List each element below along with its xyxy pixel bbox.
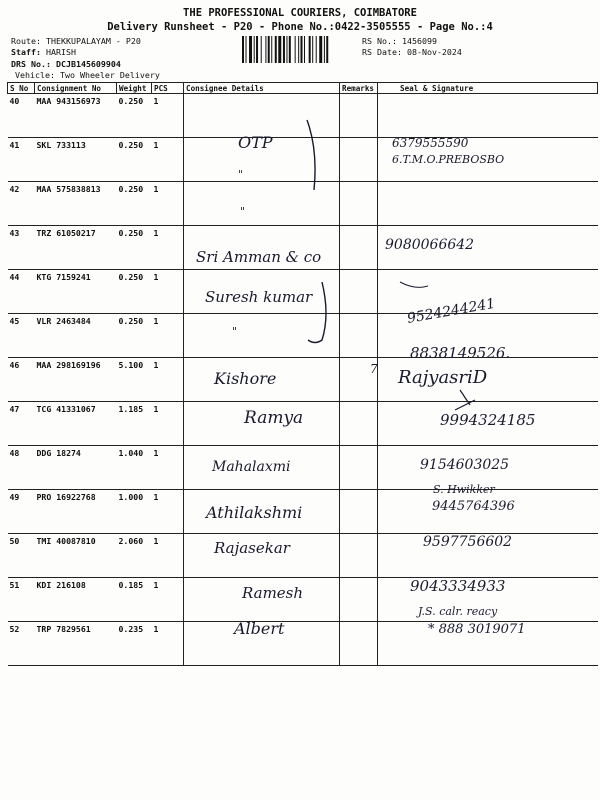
runsheet-subtitle: Delivery Runsheet - P20 - Phone No.:0422-3505555 - Page No.:4 [107,21,493,33]
row-sno: 51 [8,578,35,622]
barcode [242,36,354,63]
row-sno: 41 [8,138,35,182]
row-weight: 0.250 [117,314,152,358]
row-weight: 0.250 [117,270,152,314]
drs-line [11,59,121,69]
col-consignee: Consignee Details [184,83,340,94]
row-seal-signature [378,182,598,226]
row-pcs: 1 [152,534,184,578]
row-seal-signature [378,402,598,446]
col-consignment: Consignment No [35,83,117,94]
col-remarks: Remarks [340,83,378,94]
row-remarks [340,622,378,666]
hw-seal-49-sign: S. Hwikker [433,483,495,496]
row-remarks [340,314,378,358]
table-header [8,83,598,94]
barcode-bar [324,36,325,63]
row-pcs: 1 [152,490,184,534]
barcode-bar [265,36,266,63]
table-row [8,270,598,314]
row-weight: 0.185 [117,578,152,622]
row-consignee-details [184,402,340,446]
row-sno: 52 [8,622,35,666]
rs-no-value: 1456099 [401,36,437,46]
row-remarks [340,402,378,446]
table-row [8,138,598,182]
hw-consignee-50: Rajasekar [214,539,290,557]
row-sno: 43 [8,226,35,270]
row-sno: 42 [8,182,35,226]
table-row [8,446,598,490]
row-seal-signature [378,270,598,314]
table-row [8,314,598,358]
barcode-bar [249,36,252,63]
row-pcs: 1 [152,182,184,226]
barcode-bar [246,36,247,63]
row-weight: 0.250 [117,182,152,226]
barcode-bar [301,36,303,63]
row-consignee-details [184,314,340,358]
row-consignment-no: SKL 733113 [35,138,117,182]
row-consignee-details [184,226,340,270]
row-seal-signature [378,358,598,402]
row-seal-signature [378,138,598,182]
barcode-bar [268,36,270,63]
hw-consignee-44: Suresh kumar [205,288,313,306]
row-weight: 2.060 [117,534,152,578]
col-sno: S No [8,83,35,94]
row-consignee-details [184,138,340,182]
row-sno: 46 [8,358,35,402]
table-row [8,94,598,138]
row-remarks [340,534,378,578]
staff-value: HARISH [45,47,76,57]
row-remarks [340,182,378,226]
barcode-bar [278,36,281,63]
hw-consignee-48: Mahalaxmi [212,459,291,475]
staff-line [11,47,76,57]
row-consignee-details [184,578,340,622]
rs-no-label: RS No.: [362,36,397,46]
runsheet-table [7,82,598,666]
vehicle-value: Two Wheeler Delivery [59,70,160,80]
hw-consignee-49: Athilakshmi [206,503,303,522]
row-pcs: 1 [152,622,184,666]
hw-seal-41-note: 6.T.M.O.PREBOSBO [392,153,505,166]
row-pcs: 1 [152,402,184,446]
col-pcs: PCS [152,83,184,94]
row-seal-signature [378,226,598,270]
barcode-bar [316,36,317,63]
row-consignment-no: TMI 40087810 [35,534,117,578]
barcode-bar [242,36,244,63]
row-weight: 1.040 [117,446,152,490]
barcode-bar [309,36,311,63]
hw-consignee-47: Ramya [244,408,304,428]
hw-consignee-40: OTP [238,133,273,152]
row-weight: 0.250 [117,138,152,182]
staff-label: Staff: [11,47,41,57]
row-remarks [340,94,378,138]
row-consignment-no: MAA 298169196 [35,358,117,402]
table-row [8,402,598,446]
row-weight: 1.185 [117,402,152,446]
row-pcs: 1 [152,314,184,358]
hw-consignee-46: Kishore [214,369,277,388]
hw-seal-51: 9043334933 [410,577,506,595]
col-weight: Weight [117,83,152,94]
row-seal-signature [378,490,598,534]
row-consignment-no: PRO 16922768 [35,490,117,534]
row-seal-signature [378,622,598,666]
hw-consignee-45: " [232,325,238,338]
hw-seal-47: 9994324185 [440,411,536,429]
row-consignment-no: DDG 18274 [35,446,117,490]
row-weight: 0.250 [117,94,152,138]
vehicle-line [15,70,160,80]
drs-value: DCJB145609904 [55,59,121,69]
table-row [8,358,598,402]
barcode-bar [261,36,262,63]
row-remarks [340,578,378,622]
vehicle-label: Vehicle: [15,70,55,80]
row-weight: 5.100 [117,358,152,402]
rs-date-label: RS Date: [362,47,402,57]
row-pcs: 1 [152,226,184,270]
rs-no-line [362,36,437,46]
hw-seal-48: 9154603025 [420,457,510,473]
barcode-bar [295,36,296,63]
row-sno: 49 [8,490,35,534]
row-consignment-no: KDI 216108 [35,578,117,622]
barcode-bar [298,36,299,63]
hw-consignee-51: Ramesh [242,584,304,602]
row-sno: 50 [8,534,35,578]
barcode-bar [256,36,258,63]
rs-date-value: 08-Nov-2024 [406,47,462,57]
row-consignment-no: TRZ 61050217 [35,226,117,270]
row-seal-signature [378,446,598,490]
row-sno: 47 [8,402,35,446]
table-row [8,226,598,270]
route-label: Route: [11,36,41,46]
row-consignment-no: KTG 7159241 [35,270,117,314]
hw-seal-46-sign: RajyasriD [398,367,488,388]
row-consignment-no: TCG 41331067 [35,402,117,446]
hw-seal-41-phone: 6379555590 [392,136,469,150]
row-consignee-details [184,622,340,666]
row-sno: 45 [8,314,35,358]
row-seal-signature [378,578,598,622]
row-consignment-no: TRP 7829561 [35,622,117,666]
rs-date-line [362,47,462,57]
row-consignee-details [184,182,340,226]
hw-consignee-42: " [240,205,246,218]
row-consignee-details [184,270,340,314]
row-consignment-no: MAA 943156973 [35,94,117,138]
row-seal-signature [378,94,598,138]
row-consignee-details [184,490,340,534]
hw-consignee-41: " [238,168,244,181]
row-weight: 0.250 [117,226,152,270]
table-row [8,578,598,622]
row-pcs: 1 [152,578,184,622]
row-seal-signature [378,534,598,578]
row-weight: 0.235 [117,622,152,666]
row-sno: 48 [8,446,35,490]
row-sno: 40 [8,94,35,138]
row-consignee-details [184,94,340,138]
barcode-bar [289,36,291,63]
hw-seal-49-phone: 9445764396 [432,499,515,514]
route-line [11,36,141,46]
barcode-bar [286,36,287,63]
barcode-bar [283,36,285,63]
barcode-bar [312,36,313,63]
barcode-bar [319,36,322,63]
hw-consignee-43: Sri Amman & co [196,248,322,266]
hw-consignee-52: Albert [234,619,285,638]
route-value: THEKKUPALAYAM - P20 [45,36,141,46]
row-consignment-no: MAA 575838813 [35,182,117,226]
row-weight: 1.000 [117,490,152,534]
barcode-bar [326,36,328,63]
row-sno: 44 [8,270,35,314]
row-pcs: 1 [152,446,184,490]
row-consignee-details [184,446,340,490]
row-remarks [340,490,378,534]
hw-seal-43: 9080066642 [385,237,475,253]
hw-seal-52-phone: * 888 3019071 [428,622,526,637]
barcode-bar [254,36,255,63]
table-row [8,490,598,534]
row-seal-signature [378,314,598,358]
col-seal: Seal & Signature [378,83,598,94]
row-remarks [340,358,378,402]
table-row [8,182,598,226]
hw-seal-44: 9524244241 [405,295,497,327]
hw-remarks-46: 7 [370,362,378,376]
table-row [8,534,598,578]
barcode-bar [304,36,305,63]
row-remarks [340,270,378,314]
hw-seal-50: 9597756602 [423,534,513,550]
hw-seal-52-sign: J.S. calr. reacy [418,605,498,618]
row-pcs: 1 [152,270,184,314]
row-consignment-no: VLR 2463484 [35,314,117,358]
row-consignee-details [184,534,340,578]
barcode-bar [271,36,272,63]
row-consignee-details [184,358,340,402]
barcode-bar [275,36,277,63]
table-row [8,622,598,666]
row-remarks [340,226,378,270]
row-pcs: 1 [152,138,184,182]
row-remarks [340,446,378,490]
row-remarks [340,138,378,182]
row-pcs: 1 [152,94,184,138]
hw-seal-46-phone: 8838149526. [410,344,511,362]
drs-label: DRS No.: [11,59,51,69]
row-pcs: 1 [152,358,184,402]
company-title: THE PROFESSIONAL COURIERS, COIMBATORE [183,7,417,19]
